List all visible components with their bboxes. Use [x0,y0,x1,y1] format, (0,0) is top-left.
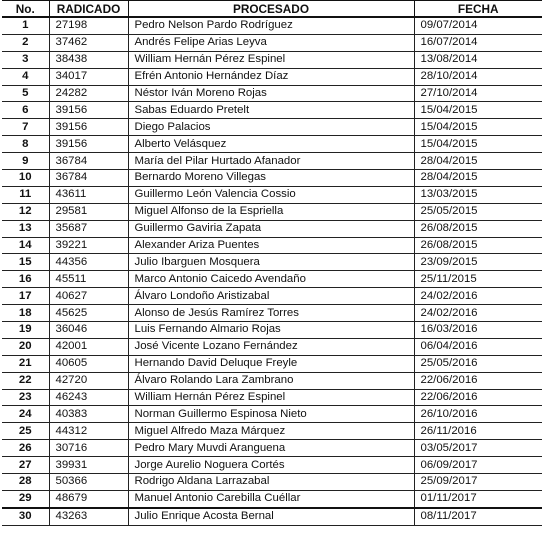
fecha-cell: 15/04/2015 [414,102,542,119]
row-number: 22 [2,372,49,389]
table-row [2,34,542,51]
fecha-cell: 16/07/2014 [414,34,542,51]
table-row [2,372,542,389]
fecha-cell: 26/10/2016 [414,406,542,423]
table-row [2,68,542,85]
procesado-cell: Guillermo Gaviria Zapata [128,220,414,237]
row-number: 18 [2,305,49,322]
radicado-cell: 48679 [49,490,128,507]
procesado-cell: Miguel Alfonso de la Espriella [128,203,414,220]
row-number: 7 [2,119,49,136]
table-body [2,17,542,525]
fecha-cell: 22/06/2016 [414,389,542,406]
radicado-cell: 43263 [49,508,128,525]
fecha-cell: 27/10/2014 [414,85,542,102]
fecha-cell: 28/04/2015 [414,170,542,187]
fecha-cell: 26/08/2015 [414,220,542,237]
radicado-cell: 42001 [49,338,128,355]
table-row [2,406,542,423]
radicado-cell: 39221 [49,237,128,254]
fecha-cell: 25/11/2015 [414,271,542,288]
procesado-cell: Manuel Antonio Carebilla Cuéllar [128,490,414,507]
row-number: 2 [2,34,49,51]
row-number: 19 [2,322,49,339]
row-number: 14 [2,237,49,254]
row-number: 9 [2,153,49,170]
table-row [2,389,542,406]
row-number: 1 [2,17,49,34]
row-number: 4 [2,68,49,85]
radicado-cell: 45511 [49,271,128,288]
processed-cases-table [2,0,542,526]
procesado-cell: Luis Fernando Almario Rojas [128,322,414,339]
fecha-cell: 06/09/2017 [414,457,542,474]
procesado-cell: Bernardo Moreno Villegas [128,170,414,187]
row-number: 6 [2,102,49,119]
radicado-cell: 36784 [49,153,128,170]
procesado-cell: Néstor Iván Moreno Rojas [128,85,414,102]
fecha-cell: 25/05/2016 [414,355,542,372]
fecha-cell: 08/11/2017 [414,508,542,525]
table-row [2,474,542,491]
procesado-cell: Álvaro Londoño Aristizabal [128,288,414,305]
procesado-cell: Diego Palacios [128,119,414,136]
fecha-cell: 26/08/2015 [414,237,542,254]
procesado-cell: Efrén Antonio Hernández Díaz [128,68,414,85]
fecha-cell: 03/05/2017 [414,440,542,457]
row-number: 5 [2,85,49,102]
table-row [2,254,542,271]
table-row [2,355,542,372]
fecha-cell: 26/11/2016 [414,423,542,440]
row-number: 28 [2,474,49,491]
table-row [2,203,542,220]
table-row [2,51,542,68]
radicado-cell: 40383 [49,406,128,423]
radicado-cell: 38438 [49,51,128,68]
procesado-cell: Álvaro Rolando Lara Zambrano [128,372,414,389]
fecha-cell: 28/04/2015 [414,153,542,170]
table-row [2,237,542,254]
radicado-cell: 39931 [49,457,128,474]
fecha-cell: 01/11/2017 [414,490,542,507]
table-row [2,85,542,102]
procesado-cell: Miguel Alfredo Maza Márquez [128,423,414,440]
table-row [2,338,542,355]
row-number: 17 [2,288,49,305]
row-number: 27 [2,457,49,474]
radicado-cell: 39156 [49,136,128,153]
table-row [2,17,542,34]
row-number: 29 [2,490,49,507]
radicado-cell: 36784 [49,170,128,187]
row-number: 23 [2,389,49,406]
table-row [2,119,542,136]
radicado-cell: 29581 [49,203,128,220]
row-number: 13 [2,220,49,237]
radicado-cell: 35687 [49,220,128,237]
header-row [2,1,542,18]
row-number: 11 [2,186,49,203]
procesado-cell: María del Pilar Hurtado Afanador [128,153,414,170]
row-number: 25 [2,423,49,440]
procesado-cell: Alberto Velásquez [128,136,414,153]
procesado-cell: Alexander Ariza Puentes [128,237,414,254]
radicado-cell: 37462 [49,34,128,51]
radicado-cell: 42720 [49,372,128,389]
table-row [2,271,542,288]
procesado-cell: Andrés Felipe Arias Leyva [128,34,414,51]
row-number: 26 [2,440,49,457]
fecha-cell: 15/04/2015 [414,119,542,136]
procesado-cell: Jorge Aurelio Noguera Cortés [128,457,414,474]
table-row [2,490,542,507]
header-procesado: PROCESADO [128,1,414,18]
table-header [2,1,542,18]
table-row [2,322,542,339]
radicado-cell: 40605 [49,355,128,372]
procesado-cell: William Hernán Pérez Espinel [128,389,414,406]
table-row [2,457,542,474]
table-row [2,288,542,305]
table-row [2,440,542,457]
fecha-cell: 15/04/2015 [414,136,542,153]
radicado-cell: 44312 [49,423,128,440]
radicado-cell: 30716 [49,440,128,457]
procesado-cell: Norman Guillermo Espinosa Nieto [128,406,414,423]
procesado-cell: Hernando David Deluque Freyle [128,355,414,372]
radicado-cell: 39156 [49,102,128,119]
procesado-cell: William Hernán Pérez Espinel [128,51,414,68]
row-number: 15 [2,254,49,271]
fecha-cell: 24/02/2016 [414,305,542,322]
row-number: 24 [2,406,49,423]
fecha-cell: 09/07/2014 [414,17,542,34]
radicado-cell: 44356 [49,254,128,271]
fecha-cell: 16/03/2016 [414,322,542,339]
radicado-cell: 27198 [49,17,128,34]
header-no: No. [2,1,49,18]
row-number: 21 [2,355,49,372]
row-number: 30 [2,508,49,525]
fecha-cell: 25/09/2017 [414,474,542,491]
radicado-cell: 34017 [49,68,128,85]
header-fecha: FECHA [414,1,542,18]
header-radicado: RADICADO [49,1,128,18]
radicado-cell: 43611 [49,186,128,203]
radicado-cell: 36046 [49,322,128,339]
radicado-cell: 40627 [49,288,128,305]
fecha-cell: 28/10/2014 [414,68,542,85]
row-number: 10 [2,170,49,187]
table-row [2,153,542,170]
fecha-cell: 06/04/2016 [414,338,542,355]
procesado-cell: Guillermo León Valencia Cossio [128,186,414,203]
table-row [2,305,542,322]
radicado-cell: 46243 [49,389,128,406]
row-number: 16 [2,271,49,288]
procesado-cell: Julio Ibarguen Mosquera [128,254,414,271]
fecha-cell: 22/06/2016 [414,372,542,389]
fecha-cell: 23/09/2015 [414,254,542,271]
procesado-cell: Pedro Mary Muvdi Aranguena [128,440,414,457]
fecha-cell: 13/08/2014 [414,51,542,68]
table-row [2,508,542,525]
radicado-cell: 24282 [49,85,128,102]
procesado-cell: Julio Enrique Acosta Bernal [128,508,414,525]
table-row [2,220,542,237]
procesado-cell: Alonso de Jesús Ramírez Torres [128,305,414,322]
table-row [2,136,542,153]
procesado-cell: Sabas Eduardo Pretelt [128,102,414,119]
radicado-cell: 39156 [49,119,128,136]
table-row [2,102,542,119]
radicado-cell: 45625 [49,305,128,322]
row-number: 3 [2,51,49,68]
fecha-cell: 13/03/2015 [414,186,542,203]
procesado-cell: Rodrigo Aldana Larrazabal [128,474,414,491]
fecha-cell: 24/02/2016 [414,288,542,305]
procesado-cell: Marco Antonio Caicedo Avendaño [128,271,414,288]
row-number: 8 [2,136,49,153]
fecha-cell: 25/05/2015 [414,203,542,220]
procesado-cell: Pedro Nelson Pardo Rodríguez [128,17,414,34]
row-number: 20 [2,338,49,355]
table-row [2,186,542,203]
row-number: 12 [2,203,49,220]
table-row [2,423,542,440]
table-row [2,170,542,187]
procesado-cell: José Vicente Lozano Fernández [128,338,414,355]
radicado-cell: 50366 [49,474,128,491]
